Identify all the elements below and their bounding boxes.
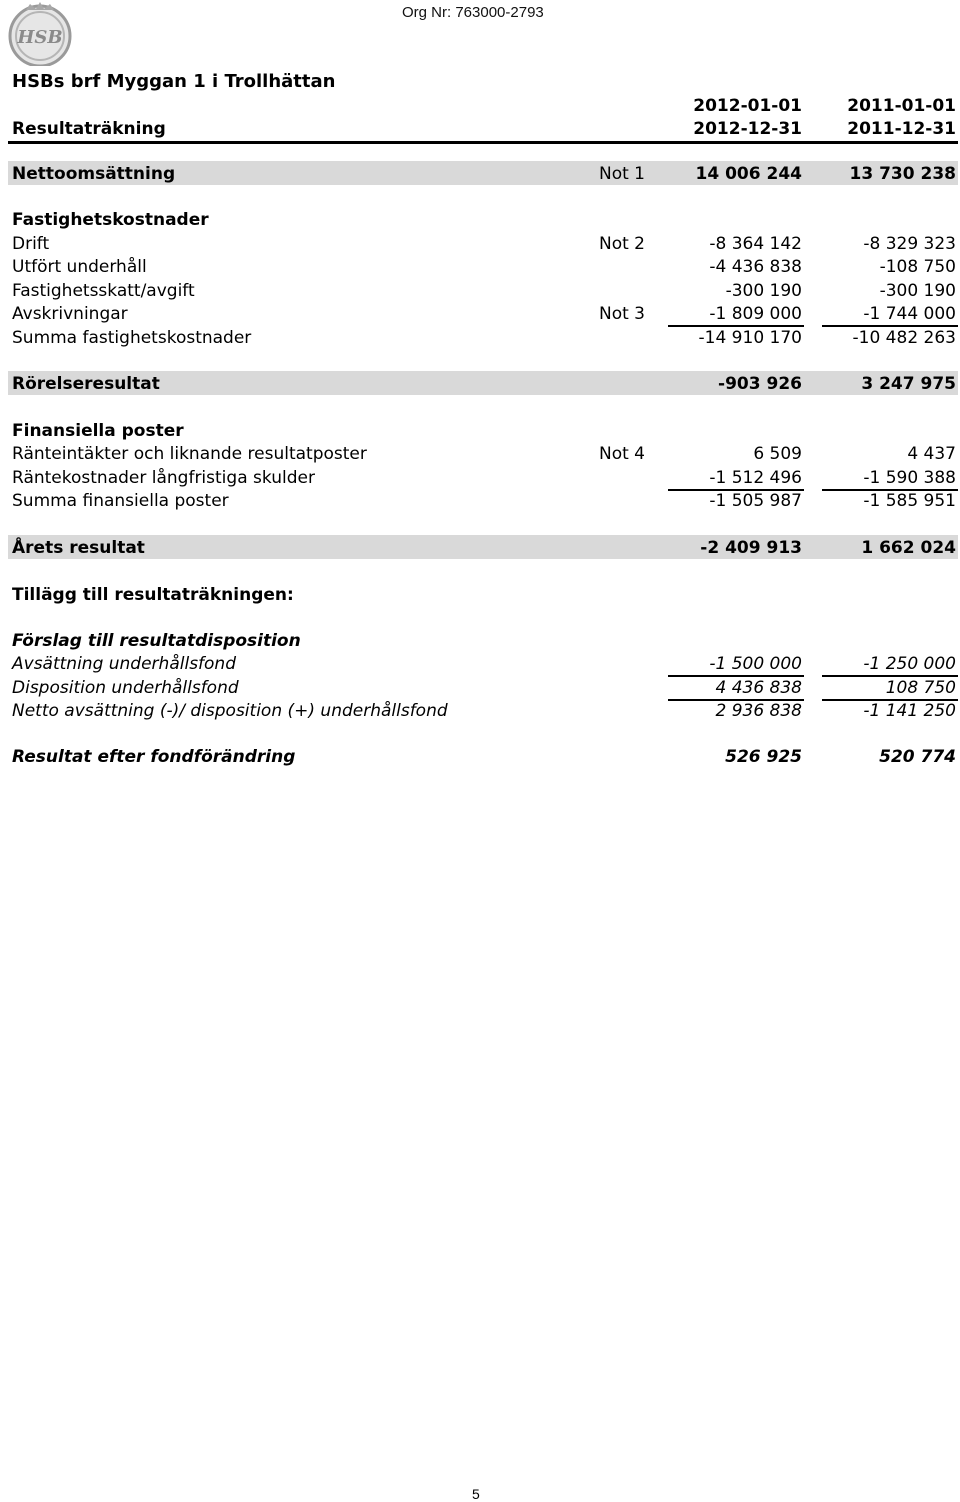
row-note: Not 4 xyxy=(599,444,646,464)
net-sales-note: Not 1 xyxy=(599,164,646,184)
supplement-row-previous: -1 250 000 xyxy=(863,654,956,674)
operating-result-current: -903 926 xyxy=(718,374,802,394)
year-result-current: -2 409 913 xyxy=(700,538,802,558)
row-current: -4 436 838 xyxy=(709,257,802,277)
net-sales-current: 14 006 244 xyxy=(695,164,802,184)
property-costs-total-previous: -10 482 263 xyxy=(852,328,956,348)
header-rule xyxy=(8,141,958,144)
period-current-to: 2012-12-31 xyxy=(693,119,802,139)
supplement-row-previous: -1 141 250 xyxy=(863,701,956,721)
period-previous-to: 2011-12-31 xyxy=(847,119,956,139)
property-costs-total-current: -14 910 170 xyxy=(698,328,802,348)
net-sales-previous: 13 730 238 xyxy=(849,164,956,184)
final-result-label: Resultat efter fondförändring xyxy=(12,747,296,767)
supplement-row-label: Avsättning underhållsfond xyxy=(12,654,236,674)
association-name: HSBs brf Myggan 1 i Trollhättan xyxy=(12,71,336,92)
row-current: -8 364 142 xyxy=(709,234,802,254)
financial-items-total-previous: -1 585 951 xyxy=(863,491,956,511)
proposal-heading: Förslag till resultatdisposition xyxy=(12,631,301,651)
row-current: -1 809 000 xyxy=(709,304,802,324)
row-previous: -1 590 388 xyxy=(863,468,956,488)
row-previous: -108 750 xyxy=(879,257,956,277)
supplement-heading: Tillägg till resultaträkningen: xyxy=(12,585,294,605)
financial-items-total-label: Summa finansiella poster xyxy=(12,491,229,511)
net-sales-label: Nettoomsättning xyxy=(12,164,176,184)
row-previous: -1 744 000 xyxy=(863,304,956,324)
supplement-row-current: 4 436 838 xyxy=(715,678,802,698)
property-costs-heading: Fastighetskostnader xyxy=(12,210,209,230)
supplement-row-previous: 108 750 xyxy=(885,678,956,698)
page-number: 5 xyxy=(472,1486,480,1502)
final-result-previous: 520 774 xyxy=(879,747,956,767)
financial-items-total-current: -1 505 987 xyxy=(709,491,802,511)
row-label: Avskrivningar xyxy=(12,304,128,324)
supplement-row-label: Netto avsättning (-)/ disposition (+) underhållsfond xyxy=(12,701,448,721)
period-previous-from: 2011-01-01 xyxy=(847,96,956,116)
row-note: Not 3 xyxy=(599,304,646,324)
row-label: Fastighetsskatt/avgift xyxy=(12,281,195,301)
row-label: Drift xyxy=(12,234,50,254)
row-note: Not 2 xyxy=(599,234,646,254)
supplement-row-current: -1 500 000 xyxy=(709,654,802,674)
row-previous: -300 190 xyxy=(879,281,956,301)
row-current: -300 190 xyxy=(725,281,802,301)
statement-title: Resultaträkning xyxy=(12,119,166,139)
property-costs-total-label: Summa fastighetskostnader xyxy=(12,328,252,348)
year-result-previous: 1 662 024 xyxy=(861,538,956,558)
row-label: Räntekostnader långfristiga skulder xyxy=(12,468,315,488)
supplement-row-label: Disposition underhållsfond xyxy=(12,678,239,698)
org-number: Org Nr: 763000-2793 xyxy=(402,4,544,21)
year-result-shade xyxy=(8,535,958,559)
financial-items-heading: Finansiella poster xyxy=(12,421,184,441)
row-current: 6 509 xyxy=(753,444,802,464)
row-label: Ränteintäkter och liknande resultatposter xyxy=(12,444,367,464)
year-result-label: Årets resultat xyxy=(12,538,145,558)
period-current-from: 2012-01-01 xyxy=(693,96,802,116)
hsb-logo xyxy=(0,0,80,66)
supplement-row-current: 2 936 838 xyxy=(715,701,802,721)
row-previous: 4 437 xyxy=(907,444,956,464)
svg-text:HSB: HSB xyxy=(17,27,63,48)
operating-result-label: Rörelseresultat xyxy=(12,374,160,394)
row-current: -1 512 496 xyxy=(709,468,802,488)
row-previous: -8 329 323 xyxy=(863,234,956,254)
row-label: Utfört underhåll xyxy=(12,257,147,277)
operating-result-previous: 3 247 975 xyxy=(861,374,956,394)
final-result-current: 526 925 xyxy=(725,747,802,767)
